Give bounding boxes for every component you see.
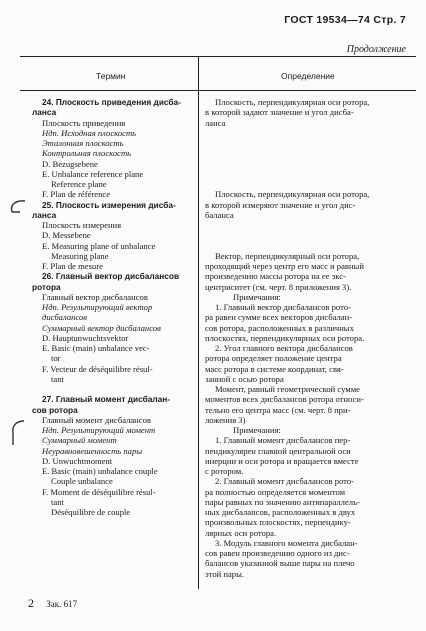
term-line: дисбалансов — [42, 312, 88, 323]
definition-line: ложения 3) — [205, 414, 246, 425]
term-line: tant — [51, 496, 64, 507]
definition-line: занной с осью ротора — [205, 373, 284, 384]
term-line: 25. Плоскость измерения дисба- — [42, 199, 176, 210]
bracket-mark-icon — [6, 418, 28, 453]
definition-line: ных дисбалансов, расположенных в двух — [205, 507, 356, 517]
term-line: Суммарный момент — [42, 435, 117, 446]
definition-line — [205, 220, 417, 230]
definition-line: пары равных по значению антипараллель- — [205, 496, 360, 507]
definition-line — [205, 159, 417, 169]
term-line: сов ротора — [32, 404, 78, 415]
definition-line — [205, 138, 417, 148]
definition-line: Плоскость, перпендикулярная оси ротора, — [215, 189, 370, 200]
definition-line: проходящий через центр его масс и равный — [205, 261, 364, 271]
column-header-definition: Определение — [281, 71, 335, 81]
order-number: Зак. 617 — [46, 599, 78, 609]
term-line: E. Basic (main) unbalance vec- — [42, 343, 150, 353]
continuation-label: Продолжение — [346, 44, 406, 55]
definition-line: 3. Модуль главного момента дисбалан- — [215, 537, 358, 548]
definition-line — [205, 128, 417, 138]
definition-line: 2. Главный момент дисбалансов рото- — [215, 476, 354, 487]
definition-line: лярных оси ротора. — [205, 527, 277, 538]
definition-line: 1. Главный момент дисбалансов пер- — [215, 435, 351, 446]
term-line: Эталонная плоскость — [42, 138, 124, 148]
definition-line — [205, 230, 417, 240]
definition-line: Примечания: — [233, 291, 281, 302]
term-line: Reference plane — [51, 179, 107, 189]
definition-line: произведению массы ротора на ее экс- — [205, 271, 346, 282]
term-line: F. Vecteur de déséquilibre résul- — [42, 363, 153, 374]
definition-line: Плоскость, перпендикулярная оси ротора, — [215, 97, 370, 107]
definition-line: 2. Угол главного вектора дисбалансов — [215, 343, 353, 353]
column-header-term: Термин — [96, 71, 126, 81]
definition-line: центриситет (см. черт. 8 приложения 3). — [205, 281, 352, 292]
term-line: 27. Главный момент дисбалан- — [42, 394, 171, 405]
definition-line — [205, 179, 417, 189]
term-line: D. Messebene — [42, 230, 91, 241]
term-line: D. Hauptunwuchtsvektor — [42, 332, 129, 343]
term-line: Неуравновешенность пары — [42, 445, 143, 456]
term-line: 26. Главный вектор дисбалансов — [42, 271, 180, 282]
definition-line: произвольных плоскостях, перпендику- — [205, 517, 351, 528]
term-line: Контрольная плоскость — [42, 148, 132, 159]
page-number: 2 — [28, 596, 34, 610]
term-line: Ндп. Результирующий вектор — [42, 302, 153, 312]
definition-line: плоскостях, перпендикулярных оси ротора. — [205, 332, 365, 343]
term-line: F. Plan de référence — [42, 189, 111, 200]
definition-line: баланса — [205, 209, 234, 220]
term-line: tor — [51, 353, 61, 364]
term-line — [32, 384, 196, 394]
definition-line: моментов всех дисбалансов ротора относи- — [205, 394, 364, 405]
term-line: Главный момент дисбалансов — [42, 414, 151, 425]
definition-line: этой пары. — [205, 568, 245, 579]
definition-line — [205, 241, 417, 251]
term-line: Суммарный вектор дисбалансов — [42, 322, 161, 333]
definition-line: Вектор, перпендикулярный оси ротора, — [215, 250, 360, 261]
term-line: D. Unwuchtmoment — [42, 455, 113, 466]
term-line: E. Unbalance reference plane — [42, 168, 144, 179]
header-bottom-rule — [20, 90, 416, 91]
column-divider — [198, 57, 199, 589]
definition-line: балансов указанной выше пары на плечо — [205, 558, 355, 569]
definition-line: в которой измеряют значение и угол дис- — [205, 199, 356, 210]
term-line: Couple unbalance — [51, 476, 113, 487]
term-line: Measuring plane — [51, 250, 109, 261]
table-top-rule — [20, 56, 416, 57]
definition-line: масс ротора в системе координат, свя- — [205, 363, 344, 374]
definition-line: сов равен произведению одного из дис- — [205, 548, 350, 558]
term-line: D. Bezugsebene — [42, 158, 98, 169]
term-line: F. Plan de mesure — [42, 261, 103, 271]
term-line: 24. Плоскость приведения дисба- — [42, 97, 181, 107]
definition-line: в которой задают значение и угол дисба- — [205, 107, 354, 118]
definition-line: тельно его центра масс (см. черт. 8 при- — [205, 404, 351, 415]
definition-line: ланса — [205, 117, 226, 128]
term-column — [32, 97, 196, 517]
term-line: tant — [51, 373, 64, 384]
definition-line: пендикулярен главной центральной оси — [205, 445, 351, 456]
definition-line: Примечания: — [233, 425, 281, 435]
standard-header: ГОСТ 19534—74 Стр. 7 — [284, 14, 406, 26]
definition-line: с ротором. — [205, 466, 244, 476]
term-line: ланса — [32, 209, 57, 220]
definition-line: ра равен сумме всех векторов дисбалан- — [205, 312, 353, 323]
definition-line: ротора определяет положение центра — [205, 353, 342, 364]
term-line: Déséquilibre de couple — [51, 507, 131, 517]
definition-column — [205, 97, 417, 579]
term-line: E. Basic (main) unbalance couple — [42, 466, 158, 476]
term-line: E. Measuring plane of unbalance — [42, 240, 156, 251]
definition-line: ра полностью определяется моментом — [205, 486, 346, 497]
definition-line — [205, 169, 417, 179]
definition-line: сов ротора, расположенных в различных — [205, 322, 354, 333]
term-line: Главный вектор дисбалансов — [42, 291, 148, 302]
bracket-mark-icon — [6, 198, 28, 225]
definition-line: инерции и оси ротора и вращается вместе — [205, 455, 359, 466]
footer — [28, 596, 77, 611]
definition-line: Момент, равный геометрической сумме — [215, 384, 360, 394]
term-line: Плоскость измерения — [42, 220, 122, 230]
term-line: F. Moment de déséquilibre résul- — [42, 486, 156, 497]
term-line: Ндп. Исходная плоскость — [42, 127, 137, 138]
term-line: ротора — [32, 281, 61, 292]
term-line: ланса — [32, 107, 57, 118]
definition-line — [205, 148, 417, 158]
term-line: Ндп. Результирующий момент — [42, 425, 156, 435]
definition-line: 1. Главный вектор дисбалансов рото- — [215, 302, 351, 312]
term-line: Плоскость приведения — [42, 117, 126, 128]
